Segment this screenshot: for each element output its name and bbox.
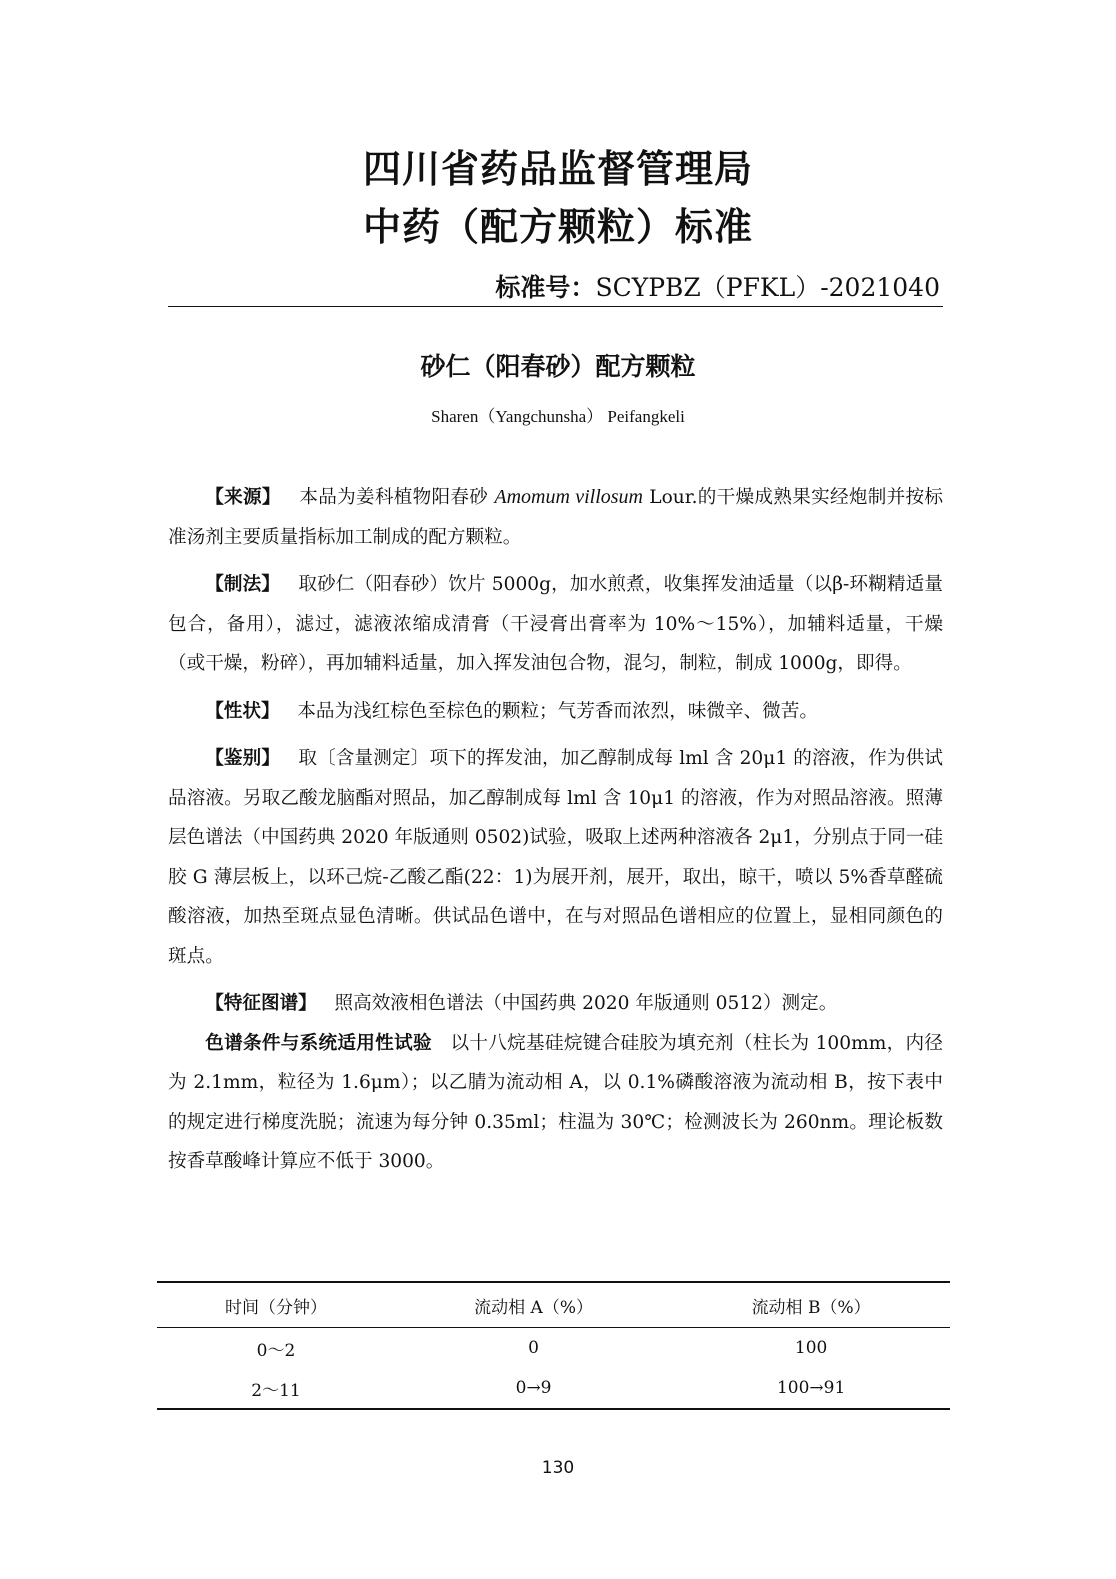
- section-source: [168, 478, 943, 557]
- section-chromatography: [168, 1024, 943, 1182]
- section-text: 本品为浅红棕色至棕色的颗粒；气芳香而浓烈，味微辛、微苦。: [297, 700, 818, 722]
- standard-number: [495, 268, 940, 304]
- table-header-row: [157, 1282, 950, 1328]
- section-text: 本品为姜科植物阳春砂: [299, 487, 489, 508]
- section-text: 取〔含量测定〕项下的挥发油，加乙醇制成每 lml 含 20μ1 的溶液，作为供试品溶液。另取乙酸龙脑酯对照品，加乙醇制成每 lml 含 10μ1 的溶液，作为对照品溶液。照薄层色谱法（中国药典 2020 年版通则 0502)试验，吸取上述两种溶液各 2μ1，分别点于同一硅胶 G 薄层板上，以环己烷-乙酸乙酯(22：1): [168, 748, 943, 888]
- page-number: 130: [541, 1458, 575, 1478]
- section-fingerprint: [168, 984, 943, 1024]
- section-heading: 色谱条件与系统适用性试验: [205, 1032, 432, 1054]
- cell-phase-a: 0→9: [515, 1378, 552, 1398]
- monograph-title: 砂仁（阳春砂）配方颗粒: [420, 352, 696, 381]
- section-text: 取砂仁（阳春砂）饮片 5000g，加水煎煮，收集挥发油适量（以β-环糊精适量包合，备用），滤过，滤液浓缩成清膏（干浸膏出膏率为 10%～15%），加辅料适量，干燥（或干燥，粉碎），再加辅料适量，加入挥发油包合物，混匀，制粒，制成 1000g，即得。: [168, 574, 943, 674]
- standard-type-title: 中药（配方颗粒）标准: [362, 205, 753, 249]
- section-text: Lour.的干燥成熟果实经炮制并按标准汤剂主要质量指标加工制成的配方颗粒。: [168, 487, 943, 548]
- monograph-pinyin-title: Sharen（Yangchunsha） Peifangkeli: [431, 407, 685, 426]
- issuer-title: 四川省药品监督管理局: [362, 147, 753, 191]
- gradient-table: [157, 1281, 950, 1410]
- section-text: 以十八烷基硅烷键合硅胶为填充剂（柱长为 100mm，内径为 2.1mm，粒径为 1.6μm）；以乙腈为流动相 A，以 0.1%磷酸溶液为流动相 B，按下表中的规定进行梯度洗脱；流速为每分钟 0.35ml；柱温为 30℃；检测波长为 260nm。理论板数按香草酸峰计算应不低于 3000。: [168, 1032, 943, 1172]
- table-row: [157, 1368, 950, 1409]
- cell-phase-a: 0: [528, 1338, 539, 1358]
- table-row: [157, 1328, 950, 1369]
- cell-phase-b: 100→91: [776, 1378, 846, 1398]
- section-heading: 【来源】: [205, 487, 281, 508]
- section-text-continued: 为展开剂，展开，取出，晾干，喷以 5%香草醛硫酸溶液，加热至斑点显色清晰。供试品色谱中，在与对照品色谱相应的位置上，显相同颜色的斑点。: [168, 866, 943, 967]
- header-divider: [168, 306, 943, 307]
- header-time: 时间（分钟）: [157, 1282, 395, 1328]
- section-text: 照高效液相色谱法（中国药典 2020 年版通则 0512）测定。: [334, 993, 838, 1014]
- cell-phase-b: 100: [794, 1338, 828, 1358]
- section-heading: 【鉴别】: [205, 748, 281, 769]
- section-heading: 【特征图谱】: [205, 993, 317, 1014]
- section-heading: 【制法】: [205, 574, 281, 595]
- header-mobile-phase-b: 流动相 B（%）: [672, 1282, 950, 1328]
- section-character: [168, 692, 943, 732]
- standard-number-label: 标准号：: [495, 273, 596, 302]
- cell-time: 0～2: [256, 1340, 296, 1361]
- section-method: [168, 565, 943, 684]
- document-header: [0, 140, 1116, 256]
- section-heading: 【性状】: [205, 700, 280, 722]
- standard-number-value: SCYPBZ（PFKL）-2021040: [595, 273, 940, 302]
- cell-time: 2～11: [251, 1380, 301, 1401]
- section-identification: [168, 739, 943, 976]
- header-mobile-phase-a: 流动相 A（%）: [395, 1282, 672, 1328]
- monograph-body: [168, 478, 943, 1182]
- latin-name: Amomum villosum: [494, 486, 644, 508]
